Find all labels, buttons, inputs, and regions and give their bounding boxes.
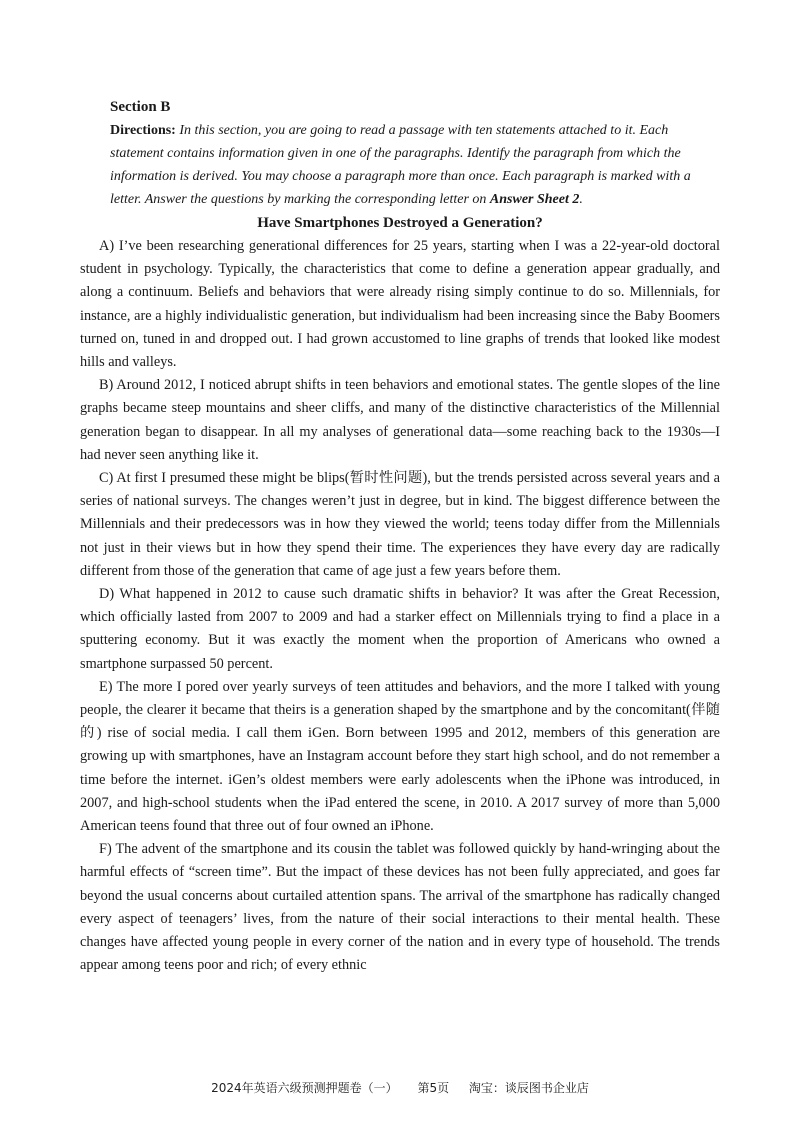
paragraph-d: D) What happened in 2012 to cause such dramatic shifts in behavior? It was after the Great Recession, which officially lasted from 2007 to 2009 and had a starker effect on Millennials trying to find a place in a sputtering economy. But it was exactly the moment when the proportion of Americans who owned a smartphone surpassed 50 percent. (80, 586, 720, 672)
paragraph-c: C) At first I presumed these might be blips(暂时性问题), but the trends persisted across several years and a series of national surveys. The changes weren’t just in degree, but in kind. The biggest difference between the Millennials and their predecessors was in how they viewed the world; teens today differ from the Millennials not just in their views but in how they spend their time. The experiences they have every day are radically different from those of the generation that came of age just a few years before them. (80, 470, 720, 579)
paragraph-b: B) Around 2012, I noticed abrupt shifts in teen behaviors and emotional states. The gentle slopes of the line graphs became steep mountains and sheer cliffs, and many of the distinctive characteristics of the Millennial generation began to disappear. In all my analyses of generational data—some reaching back to the 1930s—I had never seen anything like it. (80, 377, 720, 463)
section-title: Section B (110, 99, 171, 115)
paragraph-e: E) The more I pored over yearly surveys of teen attitudes and behaviors, and the more I talked with young people, the clearer it became that theirs is a generation shaped by the smartphone and by the concomitant(伴随的) rise of social media. I call them iGen. Born between 1995 and 2012, members of this generation are growing up with smartphones, have an Instagram account before they start high school, and do not remember a time before the internet. iGen’s oldest members were early adolescents when the iPhone was introduced, in 2007, and high-school students when the iPad entered the scene, in 2010. A 2017 survey of more than 5,000 American teens found that three out of four owned an iPhone. (80, 678, 720, 835)
answer-sheet-ref: Answer Sheet 2 (489, 192, 580, 207)
directions (110, 119, 720, 211)
footer-page-number: 第5页 (417, 1081, 450, 1095)
directions-end: . (579, 192, 583, 207)
directions-text: In this section, you are going to read a passage with ten statements attached to it. Each statement contains information given in one of the paragraphs. Identify the paragraph from which the information is derived. You may choose a paragraph more than once. Each paragraph is marked with a letter. Answer the questions by marking the corresponding letter on (110, 123, 691, 207)
paragraph-f: F) The advent of the smartphone and its cousin the tablet was followed quickly by hand-wringing about the harmful effects of “screen time”. But the impact of these devices has not been fully appreciated, and goes far beyond the usual concerns about curtailed attention spans. The arrival of the smartphone has radically changed every aspect of teenagers’ lives, from the nature of their social interactions to their mental health. These changes have affected young people in every corner of the nation and in every type of household. The trends appear among teens poor and rich; of every ethnic (80, 841, 720, 974)
footer-exam-title: 2024年英语六级预测押题卷（一） (211, 1081, 398, 1095)
page-footer (0, 1079, 800, 1096)
exam-page (80, 96, 720, 978)
article-title: Have Smartphones Destroyed a Generation? (257, 215, 543, 231)
footer-shop: 淘宝：谈辰图书企业店 (468, 1081, 589, 1095)
paragraph-a: A) I’ve been researching generational differences for 25 years, starting when I was a 22-year-old doctoral student in psychology. Typically, the characteristics that come to define a generation appear gradually, and along a continuum. Beliefs and behaviors that were already rising simply continue to do so. Millennials, for instance, are a highly individualistic generation, but individualism had been increasing since the Baby Boomers turned on, tuned in and dropped out. I had grown accustomed to line graphs of trends that looked like modest hills and valleys. (80, 238, 720, 371)
directions-label: Directions: (110, 123, 176, 138)
